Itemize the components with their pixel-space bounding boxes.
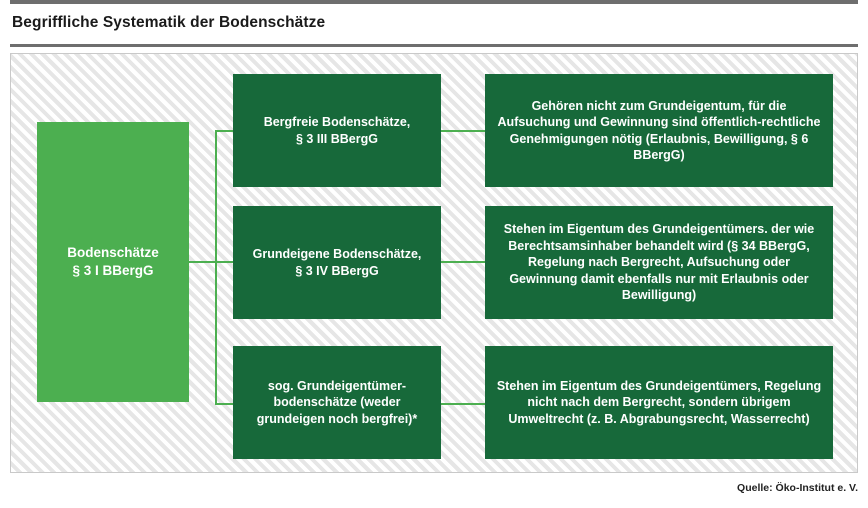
node-grundeigentuemerbodenschaetze[interactable] <box>233 346 441 459</box>
description-text: Stehen im Eigentum des Grundeigentümers, Regelung nicht nach dem Bergrecht, sondern übrigem Umweltrecht (z. B. Abgrabungsrecht, Wasserrecht) <box>496 378 822 426</box>
node-title-line1: sog. Grundeigentümer- <box>267 378 407 393</box>
connector-trunk-vertical <box>215 130 217 404</box>
connector-mid3-right3 <box>441 403 487 405</box>
node-title-line2: bodenschätze (weder grundeigen noch bergfrei)* <box>256 395 418 426</box>
root-label-line1: Bodenschätze <box>67 245 159 261</box>
node-title-line1: Bergfreie Bodenschätze, <box>263 115 411 129</box>
connector-branch-3 <box>215 403 235 405</box>
connector-root-trunk <box>189 261 215 263</box>
top-divider <box>10 0 858 4</box>
node-title-line2: § 3 IV BBergG <box>295 263 379 278</box>
description-bergfreie-bodenschaetze[interactable] <box>485 74 833 187</box>
connector-mid1-right1 <box>441 130 487 132</box>
description-text: Stehen im Eigentum des Grundeigentümers. der wie Berechtsamsinhaber behandelt wird (§ 34 BBergG, Regelung nach Bergrecht, Aufsuchung oder Gewinnung damit ebenfalls nur mit Erlaubnis oder Bewilligung) <box>503 222 815 303</box>
page-title: Begriffliche Systematik der Bodenschätze <box>12 14 326 31</box>
node-bodenschaetze-root[interactable] <box>37 122 189 402</box>
connector-branch-2 <box>215 261 235 263</box>
connector-branch-1 <box>215 130 235 132</box>
source-caption: Quelle: Öko-Institut e. V. <box>737 482 858 494</box>
description-grundeigentuemerbodenschaetze[interactable] <box>485 346 833 459</box>
connector-mid2-right2 <box>441 261 487 263</box>
node-bergfreie-bodenschaetze[interactable] <box>233 74 441 187</box>
node-title-line2: § 3 III BBergG <box>296 131 378 146</box>
node-grundeigene-bodenschaetze[interactable] <box>233 206 441 319</box>
title-divider <box>10 44 858 47</box>
root-label-line2: § 3 I BBergG <box>72 263 154 278</box>
node-title-line1: Grundeigene Bodenschätze, <box>252 247 422 261</box>
diagram-canvas <box>10 53 858 473</box>
description-text: Gehören nicht zum Grundeigentum, für die Aufsuchung und Gewinnung sind öffentlich-rechtliche Genehmigungen nötig (Erlaubnis, Bewilligung, § 6 BBergG) <box>497 98 821 162</box>
description-grundeigene-bodenschaetze[interactable] <box>485 206 833 319</box>
